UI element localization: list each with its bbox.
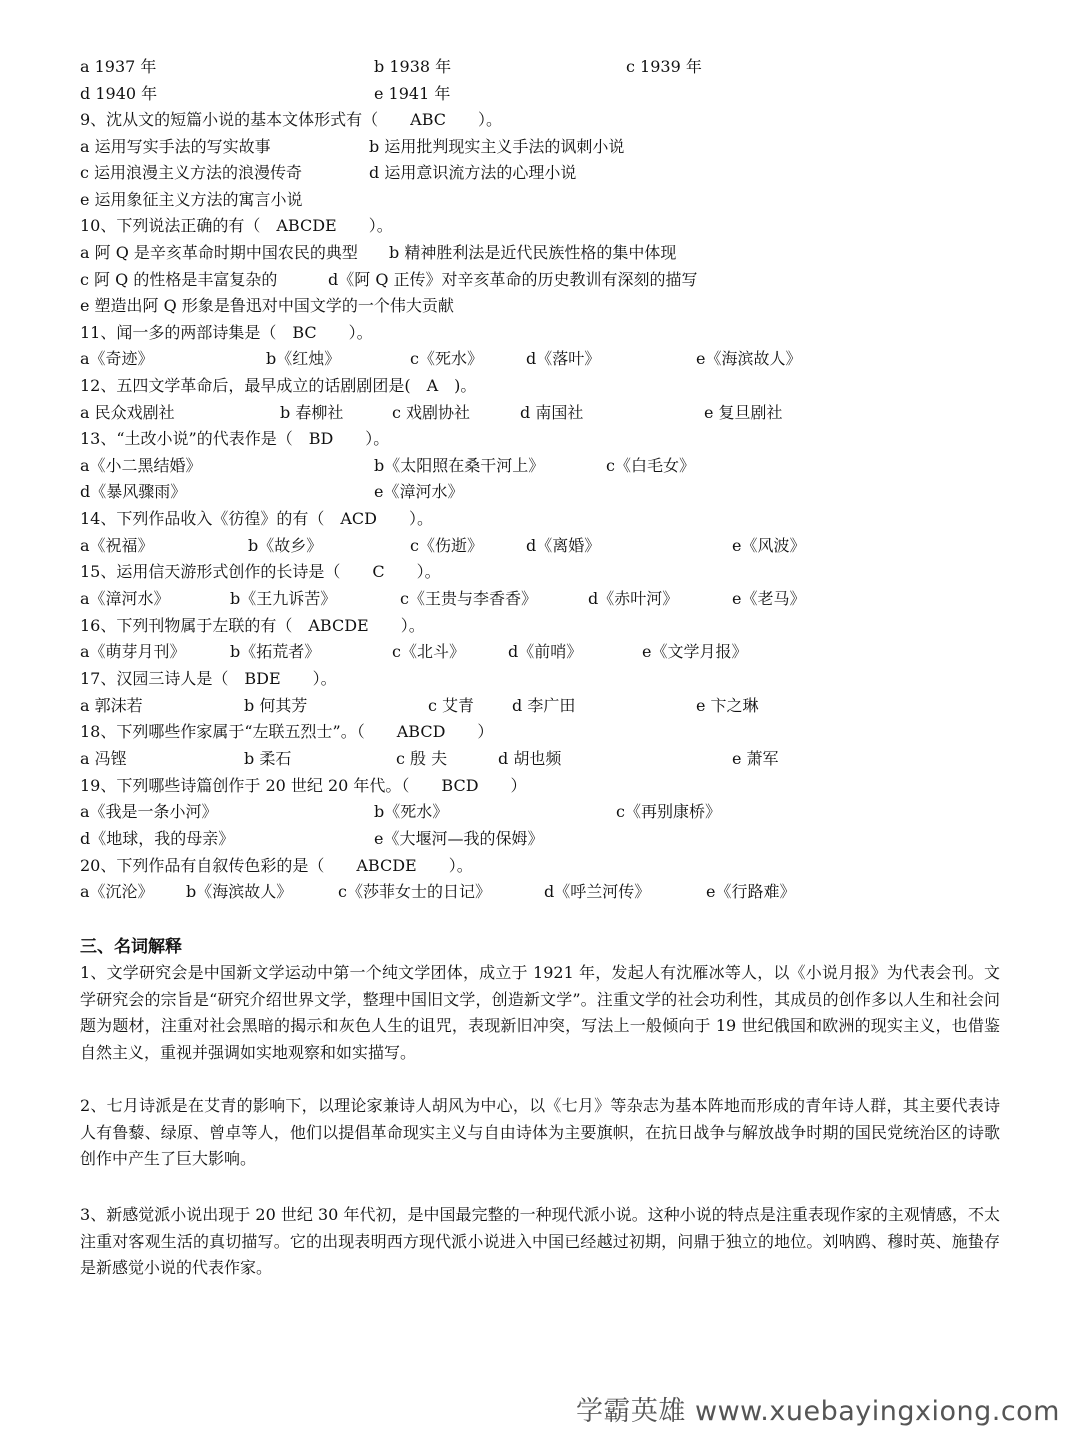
option-a: a《祝福》 xyxy=(80,536,154,555)
option-e: e《行路难》 xyxy=(706,882,796,901)
option-b: b《拓荒者》 xyxy=(230,642,321,661)
question-10: 10、下列说法正确的有（ ABCDE ）。 xyxy=(80,216,393,235)
option-a: a《小二黑结婚》 xyxy=(80,456,202,475)
option-c: c《莎菲女士的日记》 xyxy=(338,882,491,901)
option-d: d《赤叶河》 xyxy=(588,589,679,608)
definition-paragraph: 3、新感觉派小说出现于 20 世纪 30 年代初，是中国最完整的一种现代派小说。这种小说的特点是注重表现作家的主观情感，不太注重对客观生活的真切描写。它的出现表明西方现代派小说进入中国已经越过初期，问鼎于独立的地位。刘呐鸥、穆时英、施蛰存是新感觉小说的代表作家。 xyxy=(80,1205,1000,1277)
option-a: a《奇迹》 xyxy=(80,349,154,368)
question-13: 13、“土改小说”的代表作是（ BD ）。 xyxy=(80,429,390,448)
option-e: e《文学月报》 xyxy=(642,642,748,661)
option-e: e 塑造出阿 Q 形象是鲁迅对中国文学的一个伟大贡献 xyxy=(80,296,454,315)
option-c: c《再别康桥》 xyxy=(616,802,721,821)
option-c: c 戏剧协社 xyxy=(392,403,471,422)
option-b: b《红烛》 xyxy=(266,349,341,368)
option-c: c《王贵与李香香》 xyxy=(400,589,537,608)
question-19: 19、下列哪些诗篇创作于 20 世纪 20 年代。（ BCD ） xyxy=(80,776,527,795)
option-d: d《落叶》 xyxy=(526,349,601,368)
option-b: b《王九诉苦》 xyxy=(230,589,337,608)
option-b: b 1938 年 xyxy=(374,57,452,76)
option-d: d 1940 年 xyxy=(80,84,158,103)
option-d: d《离婚》 xyxy=(526,536,601,555)
option-d: d《地球，我的母亲》 xyxy=(80,829,235,848)
option-b: b《死水》 xyxy=(374,802,449,821)
section-heading: 三、名词解释 xyxy=(80,937,182,957)
option-b: b 柔石 xyxy=(244,749,292,768)
option-a: a 运用写实手法的写实故事 xyxy=(80,137,271,156)
option-b: b《海滨故人》 xyxy=(186,882,293,901)
option-c: c 殷 夫 xyxy=(396,749,448,768)
option-a: a《沉沦》 xyxy=(80,882,154,901)
option-a: a 冯铿 xyxy=(80,749,127,768)
question-20: 20、下列作品有自叙传色彩的是（ ABCDE ）。 xyxy=(80,856,473,875)
option-d: d《阿 Q 正传》对辛亥革命的历史教训有深刻的描写 xyxy=(328,270,698,289)
question-12: 12、五四文学革命后，最早成立的话剧剧团是( A )。 xyxy=(80,376,477,395)
option-b: b 春柳社 xyxy=(280,403,344,422)
option-b: b 运用批判现实主义手法的讽刺小说 xyxy=(369,137,625,156)
option-b: b 精神胜利法是近代民族性格的集中体现 xyxy=(389,243,677,262)
option-a: a《萌芽月刊》 xyxy=(80,642,186,661)
option-c: c《伤逝》 xyxy=(410,536,483,555)
question-16: 16、下列刊物属于左联的有（ ABCDE ）。 xyxy=(80,616,425,635)
definition-paragraph: 2、七月诗派是在艾青的影响下，以理论家兼诗人胡风为中心，以《七月》等杂志为基本阵地而形成的青年诗人群，其主要代表诗人有鲁藜、绿原、曾卓等人，他们以提倡革命现实主义与自由诗体为主要旗帜，在抗日战争与解放战争时期的国民党统治区的诗歌创作中产生了巨大影响。 xyxy=(80,1096,1000,1168)
question-17: 17、汉园三诗人是（ BDE ）。 xyxy=(80,669,337,688)
definition-paragraph: 1、文学研究会是中国新文学运动中第一个纯文学团体，成立于 1921 年，发起人有沈雁冰等人，以《小说月报》为代表会刊。文学研究会的宗旨是“研究介绍世界文学，整理中国旧文学，创造新文学”。注重文学的社会功利性，其成员的创作多以人生和社会问题为题材，注重对社会黑暗的揭示和灰色人生的诅咒，表现新旧冲突，写法上一般倾向于 19 世纪俄国和欧洲的现实主义，也借鉴自然主义，重视并强调如实地观察和如实描写。 xyxy=(80,963,1000,1062)
option-e: e《风波》 xyxy=(732,536,806,555)
option-c: c 1939 年 xyxy=(626,57,702,76)
option-c: c《死水》 xyxy=(410,349,483,368)
option-d: d《前哨》 xyxy=(508,642,583,661)
option-e: e 卞之琳 xyxy=(696,696,759,715)
option-d: d 运用意识流方法的心理小说 xyxy=(369,163,577,182)
option-c: c 阿 Q 的性格是丰富复杂的 xyxy=(80,270,278,289)
question-11: 11、闻一多的两部诗集是（ BC ）。 xyxy=(80,323,373,342)
question-9: 9、沈从文的短篇小说的基本文体形式有（ ABC ）。 xyxy=(80,110,503,129)
option-a: a 1937 年 xyxy=(80,57,157,76)
option-e: e《海滨故人》 xyxy=(696,349,802,368)
question-14: 14、下列作品收入《彷徨》的有（ ACD ）。 xyxy=(80,509,433,528)
option-e: e 复旦剧社 xyxy=(704,403,783,422)
option-d: d《呼兰河传》 xyxy=(544,882,651,901)
option-a: a 民众戏剧社 xyxy=(80,403,175,422)
option-e: e《大堰河—我的保姆》 xyxy=(374,829,544,848)
option-e: e《漳河水》 xyxy=(374,482,464,501)
option-a: a 阿 Q 是辛亥革命时期中国农民的典型 xyxy=(80,243,358,262)
option-b: b 何其芳 xyxy=(244,696,308,715)
option-d: d 李广田 xyxy=(512,696,576,715)
option-b: b《故乡》 xyxy=(248,536,323,555)
option-a: a 郭沫若 xyxy=(80,696,143,715)
option-e: e 运用象征主义方法的寓言小说 xyxy=(80,190,303,209)
option-e: e 萧军 xyxy=(732,749,779,768)
option-c: c 运用浪漫主义方法的浪漫传奇 xyxy=(80,163,303,182)
watermark: 学霸英雄 www.xuebayingxiong.com xyxy=(575,1396,1060,1427)
option-b: b《太阳照在桑干河上》 xyxy=(374,456,545,475)
question-15: 15、运用信天游形式创作的长诗是（ C ）。 xyxy=(80,562,441,581)
option-e: e《老马》 xyxy=(732,589,806,608)
option-c: c 艾青 xyxy=(428,696,475,715)
option-d: d《暴风骤雨》 xyxy=(80,482,187,501)
option-a: a《漳河水》 xyxy=(80,589,170,608)
option-a: a《我是一条小河》 xyxy=(80,802,218,821)
option-e: e 1941 年 xyxy=(374,84,451,103)
option-d: d 南国社 xyxy=(520,403,584,422)
question-18: 18、下列哪些作家属于“左联五烈士”。（ ABCD ） xyxy=(80,722,494,741)
option-d: d 胡也频 xyxy=(498,749,562,768)
option-c: c《北斗》 xyxy=(392,642,465,661)
option-c: c《白毛女》 xyxy=(606,456,695,475)
